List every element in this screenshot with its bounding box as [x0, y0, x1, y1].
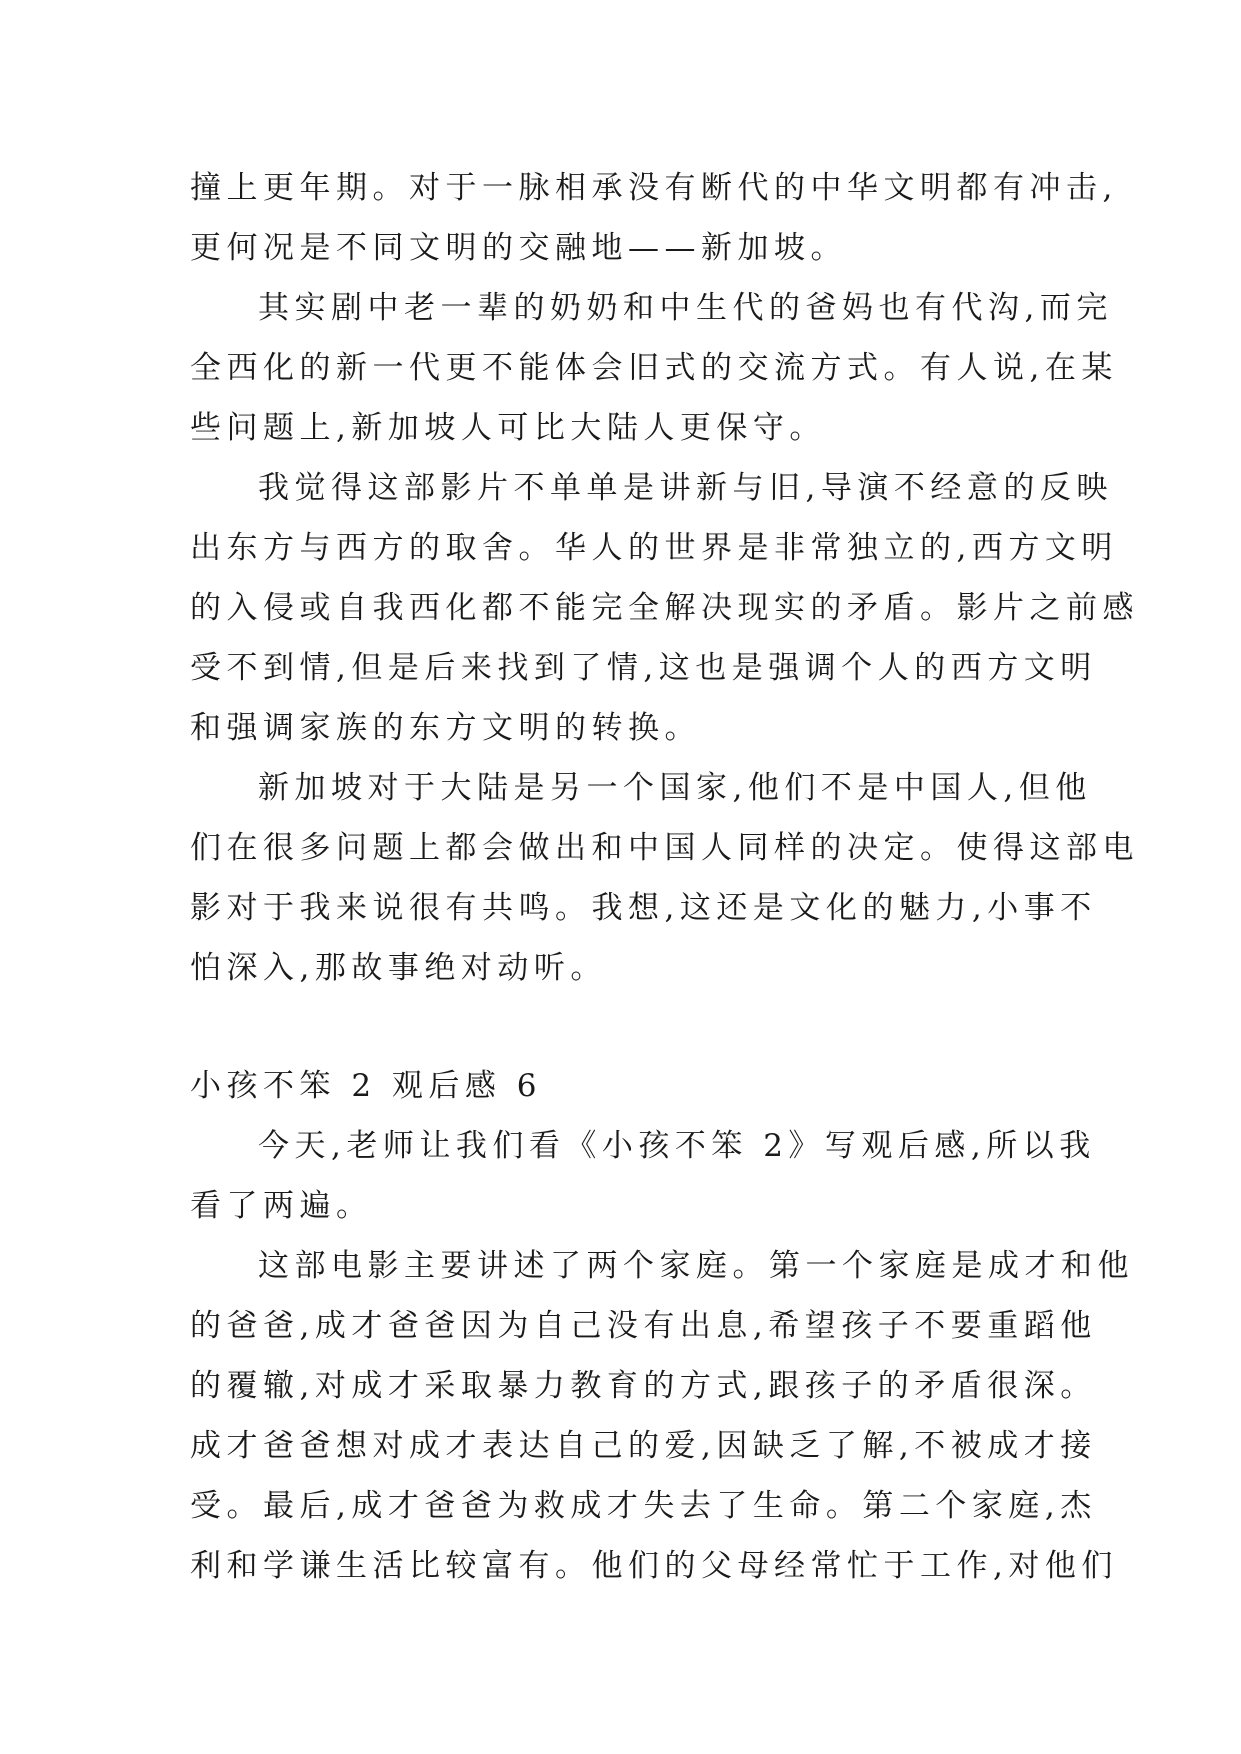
paragraph — [190, 278, 1118, 458]
text-line: 全西化的新一代更不能体会旧式的交流方式。有人说,在某 — [190, 350, 1118, 386]
text-line: 撞上更年期。对于一脉相承没有断代的中华文明都有冲击, — [190, 170, 1118, 206]
text-line: 的覆辙,对成才采取暴力教育的方式,跟孩子的矛盾很深。 — [190, 1368, 1097, 1404]
text-line: 和强调家族的东方文明的转换。 — [190, 710, 701, 746]
text-line: 的入侵或自我西化都不能完全解决现实的矛盾。影片之前感 — [190, 590, 1139, 626]
text-line: 受不到情,但是后来找到了情,这也是强调个人的西方文明 — [190, 650, 1097, 686]
text-line: 我觉得这部影片不单单是讲新与旧,导演不经意的反映 — [258, 470, 1113, 506]
text-line: 新加坡对于大陆是另一个国家,他们不是中国人,但他 — [258, 770, 1092, 806]
text-line: 成才爸爸想对成才表达自己的爱,因缺乏了解,不被成才接 — [190, 1428, 1097, 1464]
text-line: 其实剧中老一辈的奶奶和中生代的爸妈也有代沟,而完 — [258, 290, 1113, 326]
text-line: 更何况是不同文明的交融地——新加坡。 — [190, 230, 847, 266]
text-line: 些问题上,新加坡人可比大陆人更保守。 — [190, 410, 826, 446]
section-spacer — [190, 998, 1060, 1056]
text-line: 看了两遍。 — [190, 1188, 373, 1224]
text-line: 利和学谦生活比较富有。他们的父母经常忙于工作,对他们 — [190, 1548, 1118, 1584]
text-line: 影对于我来说很有共鸣。我想,这还是文化的魅力,小事不 — [190, 890, 1097, 926]
paragraph — [190, 758, 1139, 998]
text-line: 出东方与西方的取舍。华人的世界是非常独立的,西方文明 — [190, 530, 1118, 566]
paragraph — [190, 1236, 1134, 1596]
text-line: 们在很多问题上都会做出和中国人同样的决定。使得这部电 — [190, 830, 1139, 866]
paragraph — [190, 458, 1139, 758]
paragraph — [190, 1116, 1096, 1236]
text-line: 这部电影主要讲述了两个家庭。第一个家庭是成才和他 — [258, 1248, 1134, 1284]
paragraph — [190, 158, 1118, 278]
section-heading: 小孩不笨 2 观后感 6 — [190, 1068, 543, 1104]
text-line: 受。最后,成才爸爸为救成才失去了生命。第二个家庭,杰 — [190, 1488, 1097, 1524]
text-line: 的爸爸,成才爸爸因为自己没有出息,希望孩子不要重蹈他 — [190, 1308, 1097, 1344]
document-page — [190, 158, 1139, 1596]
text-line: 怕深入,那故事绝对动听。 — [190, 950, 607, 986]
text-line: 今天,老师让我们看《小孩不笨 2》写观后感,所以我 — [258, 1128, 1096, 1164]
